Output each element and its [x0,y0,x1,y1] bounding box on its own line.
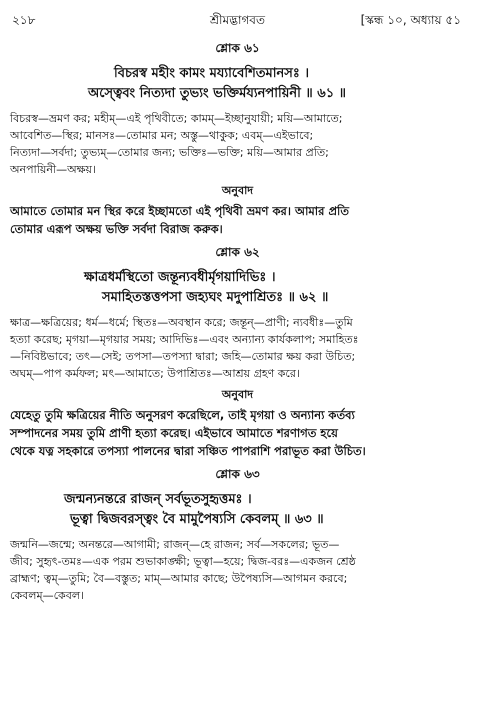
verse-line: জন্মন্যনন্তরে রাজন্ সর্বভূতসুহৃত্তমঃ । [64,492,252,507]
synonyms-line: ব্রাহ্মণ; ত্বম্—তুমি; বৈ—বস্তুত; মাম্—আমার কাছে; উপৈষ্যসি—আগমন করবে; [10,572,348,585]
synonyms-line: —নিবিষ্টভাবে; তৎ—সেই; তপসা—তপস্যা দ্বারা; জহি—তোমার ক্ষয় করা উচিত; [10,350,356,363]
word-synonyms [10,314,465,382]
synonyms-line: নিত্যদা—সর্বদা; তুভ্যম্—তোমার জন্য; ভক্তিঃ—ভক্তি; ময়ি—আমার প্রতি; [10,146,329,159]
page-header [10,10,465,34]
sloka-section-61 [10,40,465,238]
synonyms-line: অনপায়িনী—অক্ষয়। [10,163,96,176]
verse-line: বিচরস্ব মহীং কামং ময্যাবেশিতমানসঃ । [114,66,309,81]
chapter-reference: [স্কন্ধ ১০, অধ্যায় ৫১ [360,13,461,27]
translation-line: থেকে যত্ন সহকারে তপস্যা পালনের দ্বারা সঞ্চিত পাপরাশি পরাভূত করা উচিত। [10,444,366,458]
translation-line: আমাতে তোমার মন স্থির করে ইচ্ছামতো এই পৃথিবী ভ্রমণ কর। আমার প্রতি [10,204,349,218]
synonyms-line: জীব; সুহৃৎ-তমঃ—এক পরম শুভাকাঙ্ক্ষী; ভূত্বা—হয়ে; দ্বিজ-বরঃ—একজন শ্রেষ্ঠ [10,555,356,568]
sloka-label: শ্লোক ৬৩ [215,467,260,481]
translation-text [10,202,465,238]
synonyms-line: ক্ষাত্র—ক্ষত্রিয়ের; ধর্ম—ধর্মে; স্থিতঃ—অবস্থান করে; জন্তূন্—প্রাণী; ন্যবধীঃ—তুমি [10,316,353,329]
sloka-label: শ্লোক ৬১ [215,41,260,55]
translation-heading: অনুবাদ [221,184,254,197]
synonyms-line: জন্মনি—জন্মে; অনন্তরে—আগামী; রাজন্—হে রাজন; সর্ব—সকলের; ভূত— [10,538,340,551]
translation-line: সম্পাদনের সময় তুমি প্রাণী হত্যা করেছ। এইভাবে আমাতে শরণাগত হয়ে [10,426,338,440]
book-title: শ্রীমদ্ভাগবত [209,13,265,27]
verse-line: সমাহিতস্তত্তপসা জহ্যঘং মদুপাশ্রিতঃ ॥ ৬২ ॥ [102,290,329,305]
sanskrit-verse [10,490,465,530]
sloka-section-62 [10,244,465,460]
word-synonyms [10,110,465,178]
sanskrit-verse [10,268,465,308]
verse-line: অস্ত্বেবং নিত্যদা তুভ্যং ভক্তির্ময্যনপায়িনী ॥ ৬১ ॥ [88,86,347,101]
synonyms-line: কেবলম্—কেবল। [10,589,84,602]
word-synonyms [10,536,465,604]
translation-line: যেহেতু তুমি ক্ষত্রিয়ের নীতি অনুসরণ করেছিলে, তাই মৃগয়া ও অন্যান্য কর্তব্য [10,408,355,422]
translation-heading: অনুবাদ [221,388,254,401]
page-number: ২১৮ [12,13,36,27]
sanskrit-verse [10,64,465,104]
translation-line: তোমার এরূপ অক্ষয় ভক্তি সর্বদা বিরাজ করুক। [10,222,223,236]
synonyms-line: হত্যা করেছ; মৃগয়া—মৃগয়ার সময়; আদিভিঃ—এবং অন্যান্য কার্যকলাপ; সমাহিতঃ [10,333,359,346]
sloka-section-63 [10,466,465,604]
verse-line: ভূত্বা দ্বিজবরস্ত্বং বৈ মামুপৈষ্যসি কেবলম্ ॥ ৬৩ ॥ [70,512,324,527]
sloka-label: শ্লোক ৬২ [215,245,260,259]
verse-line: ক্ষাত্রধর্মস্থিতো জন্তূন্যবধীর্মৃগয়াদিভিঃ । [84,270,276,285]
synonyms-line: অঘম্—পাপ কর্মফল; মৎ—আমাতে; উপাশ্রিতঃ—আশ্রয় গ্রহণ করে। [10,367,300,380]
synonyms-line: বিচরস্ব—ভ্রমণ কর; মহীম্—এই পৃথিবীতে; কামম্—ইচ্ছানুযায়ী; ময়ি—আমাতে; [10,112,343,125]
translation-text [10,406,465,460]
synonyms-line: আবেশিত—স্থির; মানসঃ—তোমার মন; অস্তু—থাকুক; এবম্—এইভাবে; [10,129,314,142]
